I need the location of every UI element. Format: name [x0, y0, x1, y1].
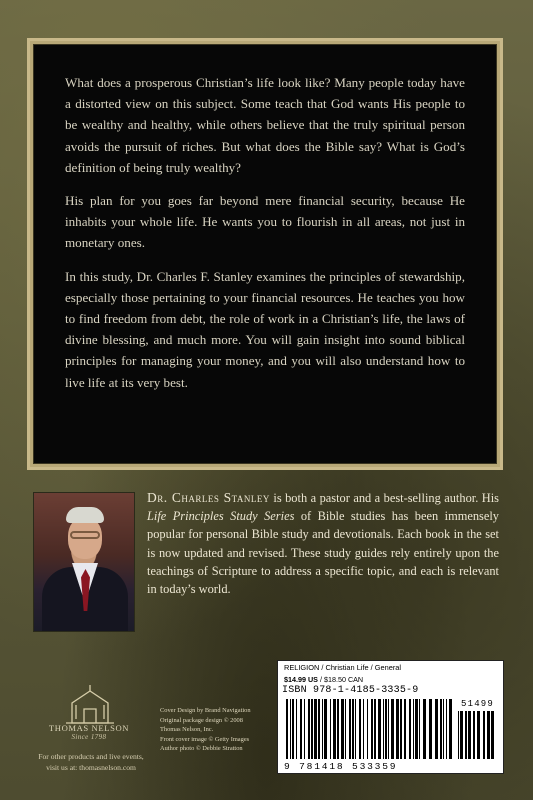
description-paragraph-1: What does a prosperous Christian’s life look like? Many people today have a distorted view on this subject. Some teach that God wants His people to be wealthy and healthy, while others believe that the truly spiritual person avoids the pursuit of riches. But what does the Bible say? What is God’s definition of being truly wealthy? — [65, 75, 465, 175]
description-paragraph-2: His plan for you goes far beyond mere financial security, because He inhabits your whole life. He wants you to flourish in all areas, not just in monetary ones. — [65, 193, 465, 251]
description-paragraph-3: In this study, Dr. Charles F. Stanley examines the principles of stewardship, especially those pertaining to your financial resources. He teaches you how to find freedom from debt, the role of work in a Christian’s life, the laws of divine blessing, and much more. You will gain insight into sound biblical principles for managing your money, and you will also understand how to live life at its very best. — [65, 268, 465, 390]
credit-line: Cover Design by Brand Navigation — [160, 707, 251, 714]
barcode-main-icon — [286, 699, 454, 759]
price-us: $14.99 US — [284, 675, 318, 684]
credit-line: Author photo © Debbie Stratton — [160, 745, 243, 753]
author-bio-text-2: of Bible studies has been immensely popular for personal Bible study and devotionals. Each book in the set is now updated and revised. These study guides rely entirely upon the teachings of Scripture to address a specific topic, and each is relevant in today’s world. — [147, 509, 499, 597]
price-label — [284, 675, 363, 684]
publisher-website: visit us at: thomasnelson.com — [46, 762, 136, 772]
isbn-label: ISBN 978-1-4185-3335-9 — [282, 685, 419, 696]
publisher-since: Since 1798 — [71, 733, 107, 741]
barcode-addon-icon — [458, 711, 498, 759]
price-can: / $18.50 CAN — [317, 675, 364, 684]
category-label: RELIGION / Christian Life / General — [284, 663, 402, 672]
publisher-logo-icon — [62, 683, 118, 727]
author-photo — [33, 492, 135, 632]
credit-line: Thomas Nelson, Inc. — [160, 726, 214, 734]
publisher-info — [26, 752, 156, 773]
description-panel — [33, 44, 497, 464]
publisher-info-line-1: For other products and live events, — [38, 752, 144, 761]
credits — [160, 706, 270, 754]
credit-line: Original package design © 2008 — [160, 716, 243, 724]
publisher-name: THOMAS NELSON — [48, 723, 130, 733]
ean-number: 9 781418 533359 — [284, 761, 398, 772]
author-bio — [147, 489, 499, 598]
credit-line: Front cover image © Getty Images — [160, 735, 250, 743]
author-name: Dr. Charles Stanley — [147, 490, 270, 505]
barcode-box — [277, 660, 504, 774]
series-title: Life Principles Study Series — [147, 509, 295, 524]
price-addon-code: 51499 — [461, 699, 495, 709]
author-bio-text-1: is both a pastor and a best-selling author. His — [269, 491, 499, 505]
